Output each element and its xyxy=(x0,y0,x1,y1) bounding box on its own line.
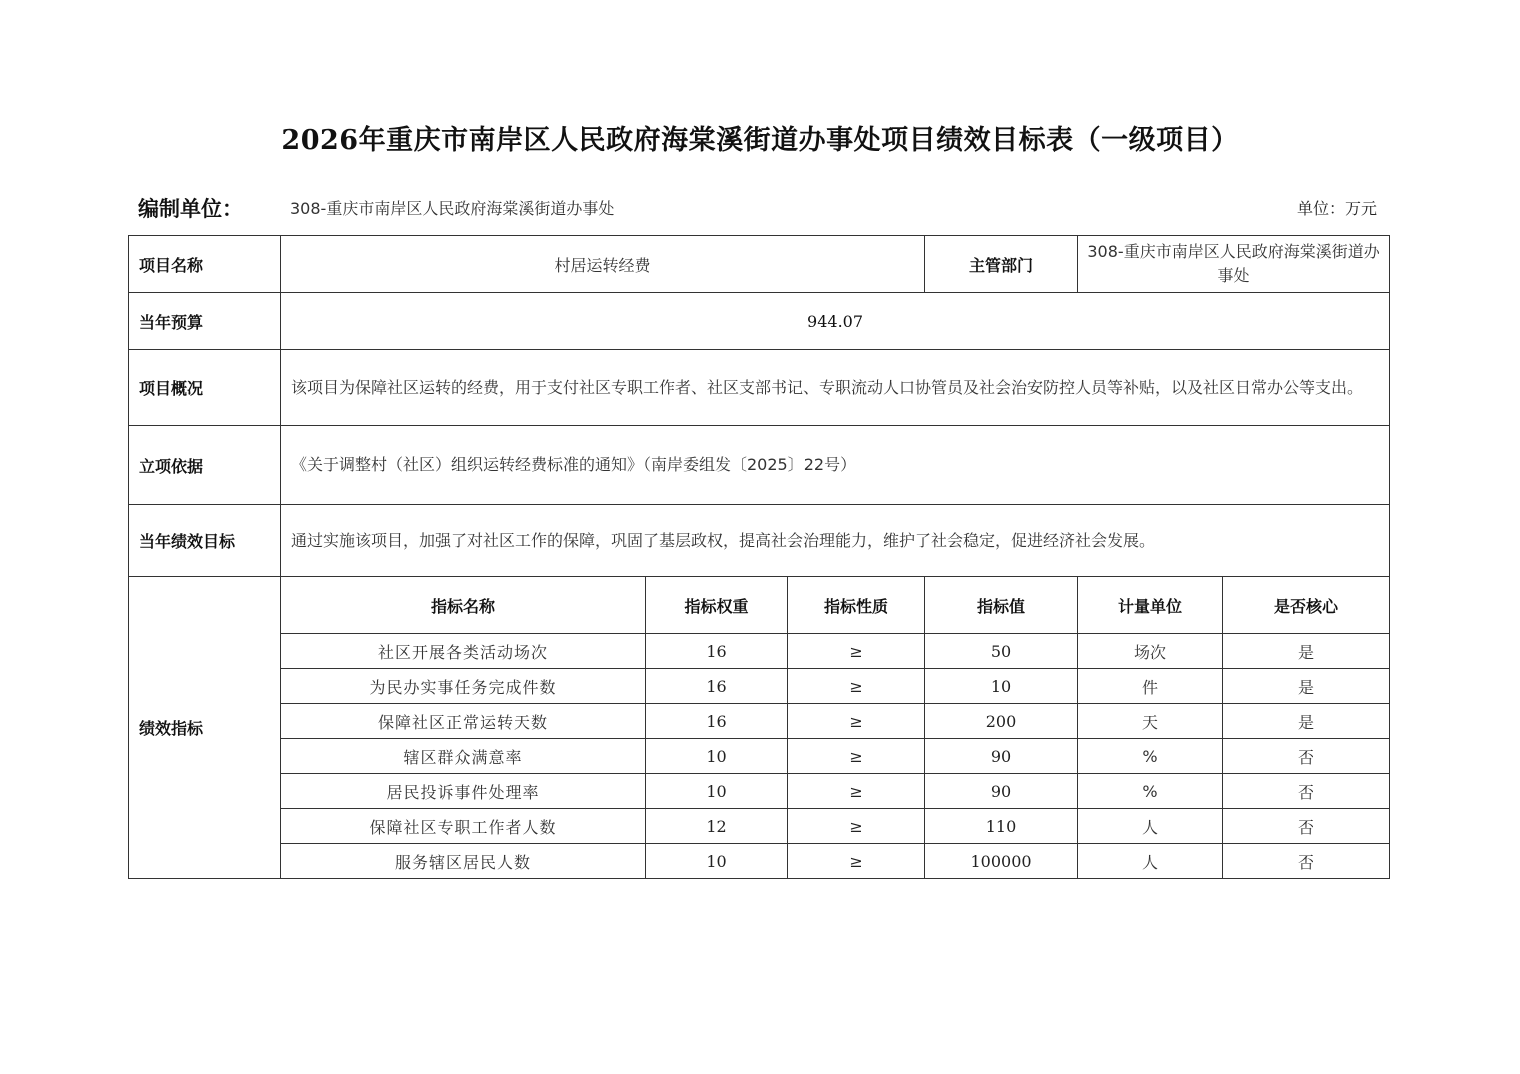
indicator-unit: % xyxy=(1078,739,1223,774)
header-measure-unit: 计量单位 xyxy=(1078,577,1223,634)
project-name-label: 项目名称 xyxy=(129,236,281,293)
indicator-value: 90 xyxy=(925,739,1078,774)
indicator-core: 否 xyxy=(1223,739,1390,774)
indicator-nature: ≥ xyxy=(788,809,925,844)
indicator-weight: 12 xyxy=(646,809,788,844)
indicator-name: 服务辖区居民人数 xyxy=(281,844,646,879)
indicator-core: 否 xyxy=(1223,809,1390,844)
indicator-nature: ≥ xyxy=(788,634,925,669)
indicator-row xyxy=(129,634,1390,669)
basis-value: 《关于调整村（社区）组织运转经费标准的通知》（南岸委组发〔2025〕22号） xyxy=(281,426,1390,505)
page-title: 2026年重庆市南岸区人民政府海棠溪街道办事处项目绩效目标表（一级项目） xyxy=(281,125,1239,156)
header-is-core: 是否核心 xyxy=(1223,577,1390,634)
indicator-weight: 10 xyxy=(646,739,788,774)
unit-label: 单位：万元 xyxy=(1296,199,1377,218)
row-budget xyxy=(129,293,1390,350)
row-basis xyxy=(129,426,1390,505)
indicator-core: 是 xyxy=(1223,669,1390,704)
row-project-name xyxy=(129,236,1390,293)
indicator-weight: 16 xyxy=(646,704,788,739)
indicator-nature: ≥ xyxy=(788,774,925,809)
indicator-nature: ≥ xyxy=(788,669,925,704)
indicator-value: 110 xyxy=(925,809,1078,844)
indicator-row xyxy=(129,774,1390,809)
indicator-name: 辖区群众满意率 xyxy=(281,739,646,774)
dept-label: 主管部门 xyxy=(925,236,1078,293)
overview-value: 该项目为保障社区运转的经费，用于支付社区专职工作者、社区支部书记、专职流动人口协管员及社会治安防控人员等补贴，以及社区日常办公等支出。 xyxy=(281,350,1390,426)
indicator-nature: ≥ xyxy=(788,844,925,879)
indicator-unit: % xyxy=(1078,774,1223,809)
row-overview xyxy=(129,350,1390,426)
indicator-nature: ≥ xyxy=(788,739,925,774)
indicator-core: 否 xyxy=(1223,844,1390,879)
row-goal xyxy=(129,505,1390,577)
indicator-unit: 场次 xyxy=(1078,634,1223,669)
indicator-weight: 16 xyxy=(646,669,788,704)
indicator-value: 90 xyxy=(925,774,1078,809)
performance-table xyxy=(128,235,1390,879)
indicator-row xyxy=(129,809,1390,844)
dept-value: 308-重庆市南岸区人民政府海棠溪街道办事处 xyxy=(1078,236,1390,293)
indicator-unit: 天 xyxy=(1078,704,1223,739)
indicator-core: 是 xyxy=(1223,704,1390,739)
indicator-name: 保障社区正常运转天数 xyxy=(281,704,646,739)
indicator-unit: 人 xyxy=(1078,809,1223,844)
indicator-name: 为民办实事任务完成件数 xyxy=(281,669,646,704)
indicator-value: 10 xyxy=(925,669,1078,704)
org-value: 308-重庆市南岸区人民政府海棠溪街道办事处 xyxy=(290,199,615,218)
indicators-section-label: 绩效指标 xyxy=(129,577,281,879)
header-indicator-weight: 指标权重 xyxy=(646,577,788,634)
overview-label: 项目概况 xyxy=(129,350,281,426)
indicator-name: 社区开展各类活动场次 xyxy=(281,634,646,669)
indicator-row xyxy=(129,669,1390,704)
basis-label: 立项依据 xyxy=(129,426,281,505)
org-label: 编制单位： xyxy=(138,197,243,221)
indicator-weight: 10 xyxy=(646,844,788,879)
indicator-name: 保障社区专职工作者人数 xyxy=(281,809,646,844)
budget-label: 当年预算 xyxy=(129,293,281,350)
indicator-nature: ≥ xyxy=(788,704,925,739)
indicator-unit: 件 xyxy=(1078,669,1223,704)
indicator-value: 100000 xyxy=(925,844,1078,879)
indicator-unit: 人 xyxy=(1078,844,1223,879)
indicator-row xyxy=(129,704,1390,739)
indicator-row xyxy=(129,739,1390,774)
indicator-core: 是 xyxy=(1223,634,1390,669)
goal-value: 通过实施该项目，加强了对社区工作的保障，巩固了基层政权，提高社会治理能力，维护了社会稳定，促进经济社会发展。 xyxy=(281,505,1390,577)
project-name-value: 村居运转经费 xyxy=(281,236,925,293)
indicator-weight: 10 xyxy=(646,774,788,809)
header-indicator-name: 指标名称 xyxy=(281,577,646,634)
indicator-weight: 16 xyxy=(646,634,788,669)
indicator-header-row xyxy=(129,577,1390,634)
indicator-value: 50 xyxy=(925,634,1078,669)
header-indicator-value: 指标值 xyxy=(925,577,1078,634)
header-indicator-nature: 指标性质 xyxy=(788,577,925,634)
indicator-core: 否 xyxy=(1223,774,1390,809)
budget-value: 944.07 xyxy=(281,293,1390,350)
goal-label: 当年绩效目标 xyxy=(129,505,281,577)
indicator-row xyxy=(129,844,1390,879)
indicator-name: 居民投诉事件处理率 xyxy=(281,774,646,809)
indicator-value: 200 xyxy=(925,704,1078,739)
